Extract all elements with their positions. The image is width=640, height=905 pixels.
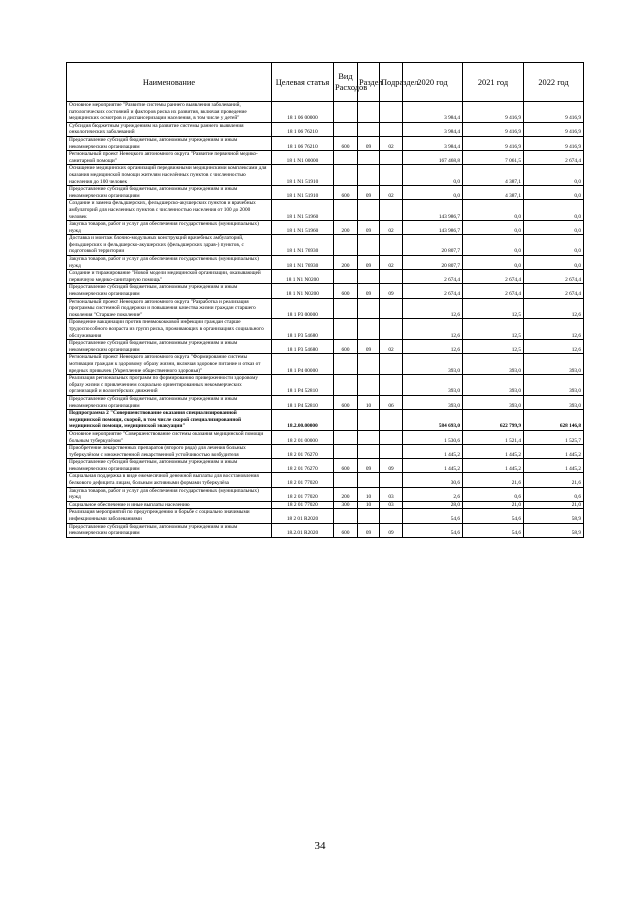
- row-2020-cell: 143 986,7: [403, 221, 463, 235]
- row-kind-cell: [334, 151, 358, 165]
- row-2021-cell: 9 416,9: [463, 122, 524, 136]
- row-target-cell: 18 1 N1 51960: [272, 200, 334, 221]
- table-row: [67, 151, 584, 165]
- row-section-cell: [358, 473, 380, 487]
- row-kind-cell: 600: [334, 284, 358, 298]
- table-row: [67, 165, 584, 186]
- row-subsection-cell: 09: [380, 523, 403, 537]
- header-section: Раздел: [358, 63, 380, 102]
- table-row: [67, 501, 584, 509]
- row-subsection-cell: 03: [380, 487, 403, 501]
- row-name-cell: Основное мероприятие "Развитие системы раннего выявления заболеваний, патологических состояний и факторов риска их развития, включая проведение медицинских осмотров и диспансеризации населения, в том числе у детей": [67, 102, 272, 123]
- row-2021-cell: 4 387,1: [463, 186, 524, 200]
- table-row: [67, 102, 584, 123]
- row-section-cell: [358, 430, 380, 444]
- row-section-cell: [358, 102, 380, 123]
- table-row: [67, 200, 584, 221]
- table-row: [67, 221, 584, 235]
- row-subsection-cell: 09: [380, 284, 403, 298]
- table-row: [67, 395, 584, 409]
- row-subsection-cell: 06: [380, 395, 403, 409]
- row-2020-cell: 1 530,6: [403, 430, 463, 444]
- row-2020-cell: 0,0: [403, 186, 463, 200]
- row-name-cell: Социальное обеспечение и иные выплаты населению: [67, 501, 272, 509]
- row-section-cell: [358, 298, 380, 319]
- row-2022-cell: 0,6: [524, 487, 584, 501]
- table-row: [67, 430, 584, 444]
- row-2022-cell: 9 416,9: [524, 122, 584, 136]
- row-subsection-cell: [380, 354, 403, 375]
- row-name-cell: Региональный проект Ненецкого автономного округа "Разработка и реализация программы системной поддержки и повышения качества жизни граждан старшего поколения "Старшее поколение": [67, 298, 272, 319]
- row-2022-cell: 2 674,4: [524, 284, 584, 298]
- row-target-cell: 18 1 P3 54680: [272, 319, 334, 340]
- row-kind-cell: 600: [334, 186, 358, 200]
- row-2020-cell: 3 984,4: [403, 136, 463, 150]
- row-name-cell: Проведение вакцинации против пневмококковой инфекции граждан старше трудоспособного возраста из групп риска, проживающих в организациях социального обслуживания: [67, 319, 272, 340]
- row-2021-cell: 393,0: [463, 395, 524, 409]
- row-name-cell: Предоставление субсидий бюджетным, автономным учреждениям и иным некоммерческим организациям: [67, 523, 272, 537]
- table-row: [67, 136, 584, 150]
- budget-table: [66, 62, 584, 538]
- row-subsection-cell: [380, 165, 403, 186]
- header-name: Наименование: [67, 63, 272, 102]
- row-kind-cell: 600: [334, 523, 358, 537]
- row-kind-cell: 600: [334, 459, 358, 473]
- row-kind-cell: 200: [334, 256, 358, 270]
- row-target-cell: 18 2 01 76270: [272, 459, 334, 473]
- table-row: [67, 284, 584, 298]
- row-section-cell: [358, 270, 380, 284]
- table-row: [67, 340, 584, 354]
- row-kind-cell: [334, 473, 358, 487]
- row-kind-cell: [334, 410, 358, 431]
- row-kind-cell: [334, 509, 358, 523]
- row-2021-cell: 1 445,2: [463, 445, 524, 459]
- row-section-cell: 09: [358, 186, 380, 200]
- row-name-cell: Доставка и монтаж блочно-модульных конструкций врачебных амбулаторий, фельдшерских и фельдшерско-акушерских (фельдшерских здрав-) пунктов, с подготовкой территории: [67, 235, 272, 256]
- row-subsection-cell: 02: [380, 340, 403, 354]
- row-2022-cell: 58,9: [524, 523, 584, 537]
- row-2021-cell: 0,6: [463, 487, 524, 501]
- table-row: [67, 256, 584, 270]
- row-2020-cell: 30,6: [403, 473, 463, 487]
- row-target-cell: 18 1 06 76210: [272, 136, 334, 150]
- row-section-cell: [358, 200, 380, 221]
- row-2022-cell: 0,0: [524, 200, 584, 221]
- row-target-cell: 18 2 01 00000: [272, 430, 334, 444]
- row-target-cell: 18 1 N1 00000: [272, 151, 334, 165]
- budget-table-container: [66, 62, 583, 538]
- row-name-cell: Предоставление субсидий бюджетным, автономным учреждениям и иным некоммерческим организациям: [67, 395, 272, 409]
- row-kind-cell: [334, 200, 358, 221]
- row-2021-cell: 393,0: [463, 375, 524, 396]
- row-2020-cell: 12,6: [403, 340, 463, 354]
- row-kind-cell: 600: [334, 136, 358, 150]
- row-2020-cell: 54,6: [403, 509, 463, 523]
- row-target-cell: 18 1 N1 76930: [272, 256, 334, 270]
- row-name-cell: Предоставление субсидий бюджетным, автономным учреждениям и иным некоммерческим организациям: [67, 459, 272, 473]
- row-name-cell: Предоставление субсидий бюджетным, автономным учреждениям и иным некоммерческим организациям: [67, 284, 272, 298]
- row-2022-cell: 12,6: [524, 319, 584, 340]
- row-2021-cell: 21,0: [463, 501, 524, 509]
- row-section-cell: [358, 375, 380, 396]
- row-subsection-cell: [380, 102, 403, 123]
- row-target-cell: 18 2 01 76270: [272, 445, 334, 459]
- row-2022-cell: 393,0: [524, 395, 584, 409]
- row-target-cell: 18.2.00.00000: [272, 410, 334, 431]
- table-row: [67, 319, 584, 340]
- row-target-cell: 18 1 N1 51960: [272, 221, 334, 235]
- header-kind: Вид Расходов: [334, 63, 358, 102]
- row-name-cell: Основное мероприятие "Совершенствование системы оказания медицинской помощи больным туберкулёзом": [67, 430, 272, 444]
- row-name-cell: Реализация мероприятий по предупреждению и борьбе с социально значимыми инфекционными заболеваниями: [67, 509, 272, 523]
- row-2022-cell: 0,0: [524, 221, 584, 235]
- row-target-cell: 18.2.01 R2020: [272, 523, 334, 537]
- row-2022-cell: 12,6: [524, 340, 584, 354]
- row-subsection-cell: [380, 319, 403, 340]
- row-section-cell: [358, 445, 380, 459]
- table-row: [67, 445, 584, 459]
- row-kind-cell: 600: [334, 340, 358, 354]
- row-subsection-cell: 03: [380, 501, 403, 509]
- row-2022-cell: 58,9: [524, 509, 584, 523]
- row-section-cell: [358, 354, 380, 375]
- row-subsection-cell: [380, 375, 403, 396]
- row-section-cell: 09: [358, 284, 380, 298]
- row-subsection-cell: [380, 235, 403, 256]
- row-2020-cell: 20 807,7: [403, 235, 463, 256]
- row-subsection-cell: [380, 200, 403, 221]
- row-name-cell: Подпрограмма 2 "Совершенствование оказания специализированной медицинской помощи, скорой, в том числе скорой специализированной медицинской помощи, медицинской эвакуации": [67, 410, 272, 431]
- row-2020-cell: 2 674,4: [403, 270, 463, 284]
- table-row: [67, 354, 584, 375]
- row-section-cell: 09: [358, 523, 380, 537]
- row-subsection-cell: [380, 509, 403, 523]
- row-2020-cell: 393,0: [403, 395, 463, 409]
- row-2021-cell: 0,0: [463, 221, 524, 235]
- row-2020-cell: 393,0: [403, 375, 463, 396]
- row-name-cell: Закупка товаров, работ и услуг для обеспечения государственных (муниципальных) нужд: [67, 256, 272, 270]
- row-2021-cell: 1 445,2: [463, 459, 524, 473]
- row-2021-cell: 9 416,9: [463, 136, 524, 150]
- row-name-cell: Реализация региональных программ по формированию приверженности здоровому образу жизни с привлечением социально ориентированных некоммерческих организаций и волонтёрских движений: [67, 375, 272, 396]
- row-2022-cell: 0,0: [524, 186, 584, 200]
- row-2022-cell: 628 146,8: [524, 410, 584, 431]
- row-2020-cell: 1 445,2: [403, 459, 463, 473]
- row-2020-cell: 54,6: [403, 523, 463, 537]
- row-2022-cell: 12,6: [524, 298, 584, 319]
- table-row: [67, 487, 584, 501]
- row-subsection-cell: [380, 151, 403, 165]
- row-2020-cell: 143 986,7: [403, 200, 463, 221]
- row-subsection-cell: 02: [380, 136, 403, 150]
- row-2021-cell: 4 387,1: [463, 165, 524, 186]
- row-name-cell: Субсидия бюджетным учреждениям на развитие системы раннего выявления онкологических заболеваний: [67, 122, 272, 136]
- row-section-cell: 09: [358, 340, 380, 354]
- row-section-cell: 09: [358, 459, 380, 473]
- table-header-row: [67, 63, 584, 102]
- row-section-cell: 10: [358, 395, 380, 409]
- row-target-cell: 18 1 N1 N0200: [272, 284, 334, 298]
- row-subsection-cell: 09: [380, 459, 403, 473]
- row-target-cell: 18 1 N1 N0200: [272, 270, 334, 284]
- row-kind-cell: [334, 235, 358, 256]
- page-number: 34: [314, 840, 326, 852]
- row-2021-cell: 1 521,4: [463, 430, 524, 444]
- row-2020-cell: 167 468,8: [403, 151, 463, 165]
- row-name-cell: Создание и замена фельдшерских, фельдшерско-акушерских пунктов и врачебных амбулаторий для населенных пунктов с численностью населения от 100 до 2000 человек: [67, 200, 272, 221]
- row-target-cell: 18 2 01 77020: [272, 487, 334, 501]
- row-subsection-cell: 02: [380, 186, 403, 200]
- row-2021-cell: 0,0: [463, 235, 524, 256]
- row-2022-cell: 393,0: [524, 354, 584, 375]
- row-2022-cell: 0,0: [524, 256, 584, 270]
- row-section-cell: 09: [358, 221, 380, 235]
- header-2022: 2022 год: [524, 63, 584, 102]
- row-2021-cell: 7 061,5: [463, 151, 524, 165]
- table-row: [67, 509, 584, 523]
- row-2022-cell: 393,0: [524, 375, 584, 396]
- row-2020-cell: 1 445,2: [403, 445, 463, 459]
- row-2022-cell: 1 445,2: [524, 445, 584, 459]
- row-kind-cell: 200: [334, 221, 358, 235]
- row-subsection-cell: [380, 430, 403, 444]
- row-target-cell: 18 1 06 00000: [272, 102, 334, 123]
- row-kind-cell: [334, 354, 358, 375]
- row-target-cell: 18 1 06 76210: [272, 122, 334, 136]
- row-section-cell: 09: [358, 136, 380, 150]
- header-2020: 2020 год: [403, 63, 463, 102]
- table-row: [67, 459, 584, 473]
- row-subsection-cell: [380, 410, 403, 431]
- row-target-cell: 18 1 P3 00000: [272, 298, 334, 319]
- table-row: [67, 122, 584, 136]
- row-kind-cell: [334, 445, 358, 459]
- row-section-cell: [358, 410, 380, 431]
- row-2021-cell: 2 674,4: [463, 270, 524, 284]
- row-subsection-cell: 02: [380, 221, 403, 235]
- row-name-cell: Предоставление субсидий бюджетным, автономным учреждениям и иным некоммерческим организациям: [67, 340, 272, 354]
- row-2020-cell: 393,0: [403, 354, 463, 375]
- row-2021-cell: 12,5: [463, 340, 524, 354]
- row-section-cell: [358, 122, 380, 136]
- row-section-cell: 10: [358, 487, 380, 501]
- row-kind-cell: [334, 298, 358, 319]
- row-target-cell: 18 2 01 R2020: [272, 509, 334, 523]
- header-subsection: Подраздел: [380, 63, 403, 102]
- row-name-cell: Закупка товаров, работ и услуг для обеспечения государственных (муниципальных) нужд: [67, 487, 272, 501]
- row-target-cell: 18 1 N1 76930: [272, 235, 334, 256]
- row-name-cell: Создание и тиражирование "Новой модели медицинской организации, оказывающей первичную медико-санитарную помощь": [67, 270, 272, 284]
- row-subsection-cell: 02: [380, 256, 403, 270]
- row-name-cell: Региональный проект Ненецкого автономного округа "Развитие первичной медико-санитарной помощи": [67, 151, 272, 165]
- table-row: [67, 186, 584, 200]
- row-subsection-cell: [380, 298, 403, 319]
- row-2020-cell: 3 984,4: [403, 122, 463, 136]
- table-body: [67, 102, 584, 538]
- row-section-cell: [358, 509, 380, 523]
- row-section-cell: [358, 165, 380, 186]
- row-2022-cell: 2 674,4: [524, 151, 584, 165]
- row-target-cell: 18 2 01 77020: [272, 473, 334, 487]
- row-target-cell: 18 1 N1 51910: [272, 165, 334, 186]
- header-2021: 2021 год: [463, 63, 524, 102]
- row-kind-cell: 600: [334, 395, 358, 409]
- row-kind-cell: [334, 102, 358, 123]
- row-2022-cell: 9 416,9: [524, 102, 584, 123]
- row-2020-cell: 12,6: [403, 298, 463, 319]
- row-kind-cell: 300: [334, 501, 358, 509]
- row-kind-cell: [334, 430, 358, 444]
- header-target: Целевая статья: [272, 63, 334, 102]
- row-name-cell: Приобретение лекарственных препаратов (второго ряда) для лечения больных туберкулёзом с множественной лекарственной устойчивостью возбудителя: [67, 445, 272, 459]
- row-section-cell: [358, 151, 380, 165]
- row-2020-cell: 2,6: [403, 487, 463, 501]
- row-2022-cell: 1 445,2: [524, 459, 584, 473]
- row-2021-cell: 0,0: [463, 200, 524, 221]
- row-kind-cell: 200: [334, 487, 358, 501]
- row-2021-cell: 622 799,9: [463, 410, 524, 431]
- row-2021-cell: 12,5: [463, 298, 524, 319]
- row-2020-cell: 20 807,7: [403, 256, 463, 270]
- table-row: [67, 410, 584, 431]
- row-kind-cell: [334, 270, 358, 284]
- row-2020-cell: 0,0: [403, 165, 463, 186]
- row-subsection-cell: [380, 122, 403, 136]
- row-target-cell: 18 1 P4 52810: [272, 395, 334, 409]
- row-kind-cell: [334, 375, 358, 396]
- row-kind-cell: [334, 319, 358, 340]
- row-name-cell: Социальная поддержка в виде ежемесячной денежной выплаты для восстановления белкового дефицита лицам, больным активными формами туберкулёза: [67, 473, 272, 487]
- row-2022-cell: 1 525,7: [524, 430, 584, 444]
- row-name-cell: Региональный проект Ненецкого автономного округа "Формирование системы мотивации граждан к здоровому образу жизни, включая здоровое питание и отказ от вредных привычек (Укрепление общественного здоровья)": [67, 354, 272, 375]
- row-name-cell: Оснащение медицинских организаций передвижными медицинскими комплексами для оказания медицинской помощи жителям населённых пунктов с численностью населения до 100 человек: [67, 165, 272, 186]
- row-2021-cell: 54,6: [463, 523, 524, 537]
- table-row: [67, 375, 584, 396]
- row-target-cell: 18 1 P3 54680: [272, 340, 334, 354]
- row-2021-cell: 393,0: [463, 354, 524, 375]
- row-section-cell: 10: [358, 501, 380, 509]
- row-2022-cell: 0,0: [524, 165, 584, 186]
- row-2022-cell: 2 674,4: [524, 270, 584, 284]
- row-2021-cell: 9 416,9: [463, 102, 524, 123]
- table-row: [67, 523, 584, 537]
- row-target-cell: 18 1 P4 00000: [272, 354, 334, 375]
- row-2020-cell: 2 674,4: [403, 284, 463, 298]
- row-target-cell: 18 2 01 77020: [272, 501, 334, 509]
- row-2020-cell: 28,0: [403, 501, 463, 509]
- table-row: [67, 473, 584, 487]
- row-2022-cell: 21,6: [524, 473, 584, 487]
- row-subsection-cell: [380, 270, 403, 284]
- row-section-cell: [358, 235, 380, 256]
- row-2021-cell: 2 674,4: [463, 284, 524, 298]
- row-kind-cell: [334, 122, 358, 136]
- row-2020-cell: 12,6: [403, 319, 463, 340]
- row-2021-cell: 21,6: [463, 473, 524, 487]
- table-row: [67, 235, 584, 256]
- table-row: [67, 270, 584, 284]
- row-section-cell: [358, 319, 380, 340]
- row-2021-cell: 0,0: [463, 256, 524, 270]
- row-2022-cell: 9 416,9: [524, 136, 584, 150]
- row-2022-cell: 0,0: [524, 235, 584, 256]
- row-2020-cell: 584 693,0: [403, 410, 463, 431]
- row-name-cell: Закупка товаров, работ и услуг для обеспечения государственных (муниципальных) нужд: [67, 221, 272, 235]
- row-kind-cell: [334, 165, 358, 186]
- row-target-cell: 18 1 N1 51910: [272, 186, 334, 200]
- row-2021-cell: 12,5: [463, 319, 524, 340]
- row-section-cell: 09: [358, 256, 380, 270]
- row-target-cell: 18 1 P4 52810: [272, 375, 334, 396]
- row-name-cell: Предоставление субсидий бюджетным, автономным учреждениям и иным некоммерческим организациям: [67, 136, 272, 150]
- row-2020-cell: 3 984,4: [403, 102, 463, 123]
- row-2022-cell: 21,0: [524, 501, 584, 509]
- row-name-cell: Предоставление субсидий бюджетным, автономным учреждениям и иным некоммерческим организациям: [67, 186, 272, 200]
- row-subsection-cell: [380, 473, 403, 487]
- row-subsection-cell: [380, 445, 403, 459]
- row-2021-cell: 54,6: [463, 509, 524, 523]
- table-row: [67, 298, 584, 319]
